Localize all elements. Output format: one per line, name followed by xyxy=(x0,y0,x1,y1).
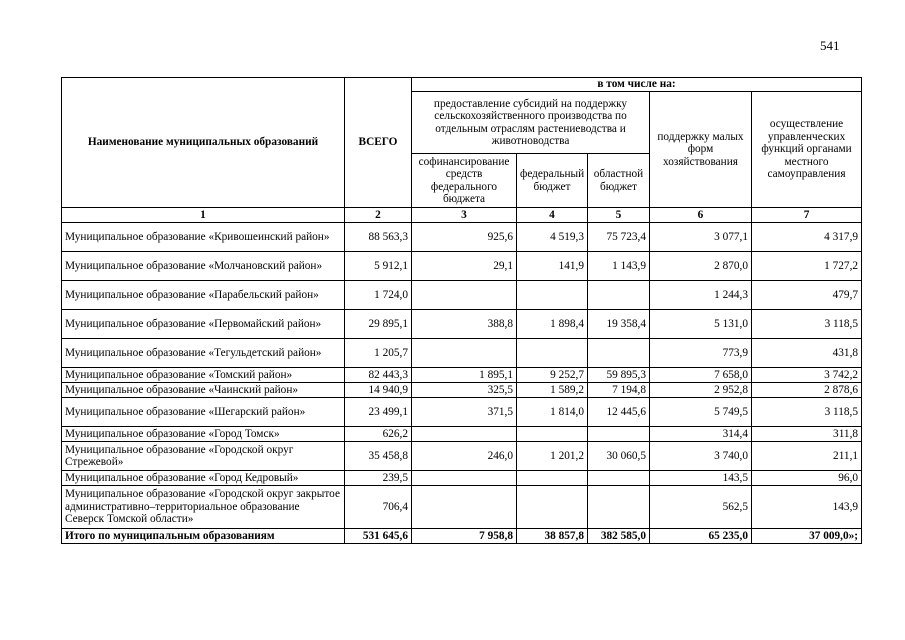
federal-cell xyxy=(517,281,588,310)
total-cell: 5 912,1 xyxy=(345,252,412,281)
column-number: 4 xyxy=(517,208,588,223)
table-row xyxy=(62,398,862,427)
small-farms-cell: 773,9 xyxy=(650,339,752,368)
federal-cell: 9 252,7 xyxy=(517,368,588,383)
table-row xyxy=(62,486,862,529)
municipality-name: Муниципальное образование «Тегульдетский район» xyxy=(62,339,345,368)
federal-cell xyxy=(517,427,588,442)
municipality-name: Муниципальное образование «Молчановский район» xyxy=(62,252,345,281)
cofinancing-cell: 1 895,1 xyxy=(412,368,517,383)
small-farms-cell: 5 131,0 xyxy=(650,310,752,339)
small-farms-cell: 3 740,0 xyxy=(650,442,752,471)
regional-cell xyxy=(588,339,650,368)
small-farms-cell: 143,5 xyxy=(650,471,752,486)
header-name: Наименование муниципальных образований xyxy=(62,78,345,208)
municipality-name: Муниципальное образование «Первомайский район» xyxy=(62,310,345,339)
management-cell: 96,0 xyxy=(752,471,862,486)
total-cell: 23 499,1 xyxy=(345,398,412,427)
column-number: 6 xyxy=(650,208,752,223)
cofinancing-cell: 29,1 xyxy=(412,252,517,281)
municipality-name: Муниципальное образование «Город Кедровый» xyxy=(62,471,345,486)
management-cell: 431,8 xyxy=(752,339,862,368)
total-row xyxy=(62,529,862,544)
table-row xyxy=(62,383,862,398)
table-row xyxy=(62,442,862,471)
small-farms-cell: 2 870,0 xyxy=(650,252,752,281)
management-cell: 2 878,6 xyxy=(752,383,862,398)
municipality-name: Муниципальное образование «Городской округ Стрежевой» xyxy=(62,442,345,471)
total-cell: 82 443,3 xyxy=(345,368,412,383)
small-farms-cell: 562,5 xyxy=(650,486,752,529)
header-cofinancing: софинансирование средств федерального бюджета xyxy=(412,154,517,208)
table-row xyxy=(62,368,862,383)
federal-cell xyxy=(517,486,588,529)
regional-cell: 1 143,9 xyxy=(588,252,650,281)
total-cell: 1 724,0 xyxy=(345,281,412,310)
small-farms-cell: 7 658,0 xyxy=(650,368,752,383)
column-number: 3 xyxy=(412,208,517,223)
header-total: ВСЕГО xyxy=(345,78,412,208)
management-cell: 37 009,0»; xyxy=(752,529,862,544)
total-cell: 88 563,3 xyxy=(345,223,412,252)
municipality-name: Муниципальное образование «Город Томск» xyxy=(62,427,345,442)
table-row xyxy=(62,281,862,310)
header-federal: федеральный бюджет xyxy=(517,154,588,208)
cofinancing-cell: 925,6 xyxy=(412,223,517,252)
municipality-name: Муниципальное образование «Парабельский район» xyxy=(62,281,345,310)
header-subsidies-group: предоставление субсидий на поддержку сельскохозяйственного производства по отдельным отраслям растениеводства и животноводства xyxy=(412,92,650,154)
cofinancing-cell: 246,0 xyxy=(412,442,517,471)
table-row xyxy=(62,310,862,339)
header-management: осуществление управленческих функций органами местного самоуправления xyxy=(752,92,862,208)
municipality-name: Муниципальное образование «Кривошеинский район» xyxy=(62,223,345,252)
federal-cell: 4 519,3 xyxy=(517,223,588,252)
small-farms-cell: 5 749,5 xyxy=(650,398,752,427)
municipality-name: Муниципальное образование «Городской округ закрытое административно–территориальное образование Северск Томской области» xyxy=(62,486,345,529)
federal-cell: 1 814,0 xyxy=(517,398,588,427)
regional-cell: 382 585,0 xyxy=(588,529,650,544)
management-cell: 3 118,5 xyxy=(752,398,862,427)
table-row xyxy=(62,471,862,486)
federal-cell: 38 857,8 xyxy=(517,529,588,544)
regional-cell: 75 723,4 xyxy=(588,223,650,252)
total-cell: 29 895,1 xyxy=(345,310,412,339)
small-farms-cell: 1 244,3 xyxy=(650,281,752,310)
management-cell: 3 118,5 xyxy=(752,310,862,339)
federal-cell: 1 201,2 xyxy=(517,442,588,471)
regional-cell xyxy=(588,427,650,442)
page-number: 541 xyxy=(820,38,840,53)
total-cell: 1 205,7 xyxy=(345,339,412,368)
small-farms-cell: 65 235,0 xyxy=(650,529,752,544)
total-row-label: Итого по муниципальным образованиям xyxy=(62,529,345,544)
table-row xyxy=(62,223,862,252)
table-row xyxy=(62,427,862,442)
column-number: 1 xyxy=(62,208,345,223)
management-cell: 211,1 xyxy=(752,442,862,471)
regional-cell: 7 194,8 xyxy=(588,383,650,398)
federal-cell: 1 589,2 xyxy=(517,383,588,398)
management-cell: 1 727,2 xyxy=(752,252,862,281)
cofinancing-cell: 7 958,8 xyxy=(412,529,517,544)
table-row xyxy=(62,252,862,281)
cofinancing-cell xyxy=(412,471,517,486)
total-cell: 239,5 xyxy=(345,471,412,486)
column-number: 7 xyxy=(752,208,862,223)
header-regional: областной бюджет xyxy=(588,154,650,208)
management-cell: 4 317,9 xyxy=(752,223,862,252)
regional-cell: 12 445,6 xyxy=(588,398,650,427)
cofinancing-cell: 325,5 xyxy=(412,383,517,398)
cofinancing-cell: 371,5 xyxy=(412,398,517,427)
regional-cell: 19 358,4 xyxy=(588,310,650,339)
header-small-farms: поддержку малых форм хозяйствования xyxy=(650,92,752,208)
total-cell: 35 458,8 xyxy=(345,442,412,471)
regional-cell: 30 060,5 xyxy=(588,442,650,471)
federal-cell xyxy=(517,471,588,486)
management-cell: 479,7 xyxy=(752,281,862,310)
municipality-name: Муниципальное образование «Томский район» xyxy=(62,368,345,383)
regional-cell xyxy=(588,281,650,310)
municipality-name: Муниципальное образование «Чаинский район» xyxy=(62,383,345,398)
cofinancing-cell xyxy=(412,427,517,442)
federal-cell: 1 898,4 xyxy=(517,310,588,339)
cofinancing-cell xyxy=(412,486,517,529)
small-farms-cell: 314,4 xyxy=(650,427,752,442)
municipality-name: Муниципальное образование «Шегарский район» xyxy=(62,398,345,427)
management-cell: 3 742,2 xyxy=(752,368,862,383)
management-cell: 143,9 xyxy=(752,486,862,529)
federal-cell: 141,9 xyxy=(517,252,588,281)
federal-cell xyxy=(517,339,588,368)
total-cell: 531 645,6 xyxy=(345,529,412,544)
cofinancing-cell xyxy=(412,281,517,310)
header-including: в том числе на: xyxy=(412,78,862,92)
subsidy-table xyxy=(61,77,862,544)
regional-cell xyxy=(588,486,650,529)
small-farms-cell: 3 077,1 xyxy=(650,223,752,252)
total-cell: 626,2 xyxy=(345,427,412,442)
total-cell: 706,4 xyxy=(345,486,412,529)
total-cell: 14 940,9 xyxy=(345,383,412,398)
small-farms-cell: 2 952,8 xyxy=(650,383,752,398)
regional-cell xyxy=(588,471,650,486)
cofinancing-cell: 388,8 xyxy=(412,310,517,339)
column-number: 5 xyxy=(588,208,650,223)
cofinancing-cell xyxy=(412,339,517,368)
column-number: 2 xyxy=(345,208,412,223)
table-row xyxy=(62,339,862,368)
regional-cell: 59 895,3 xyxy=(588,368,650,383)
management-cell: 311,8 xyxy=(752,427,862,442)
